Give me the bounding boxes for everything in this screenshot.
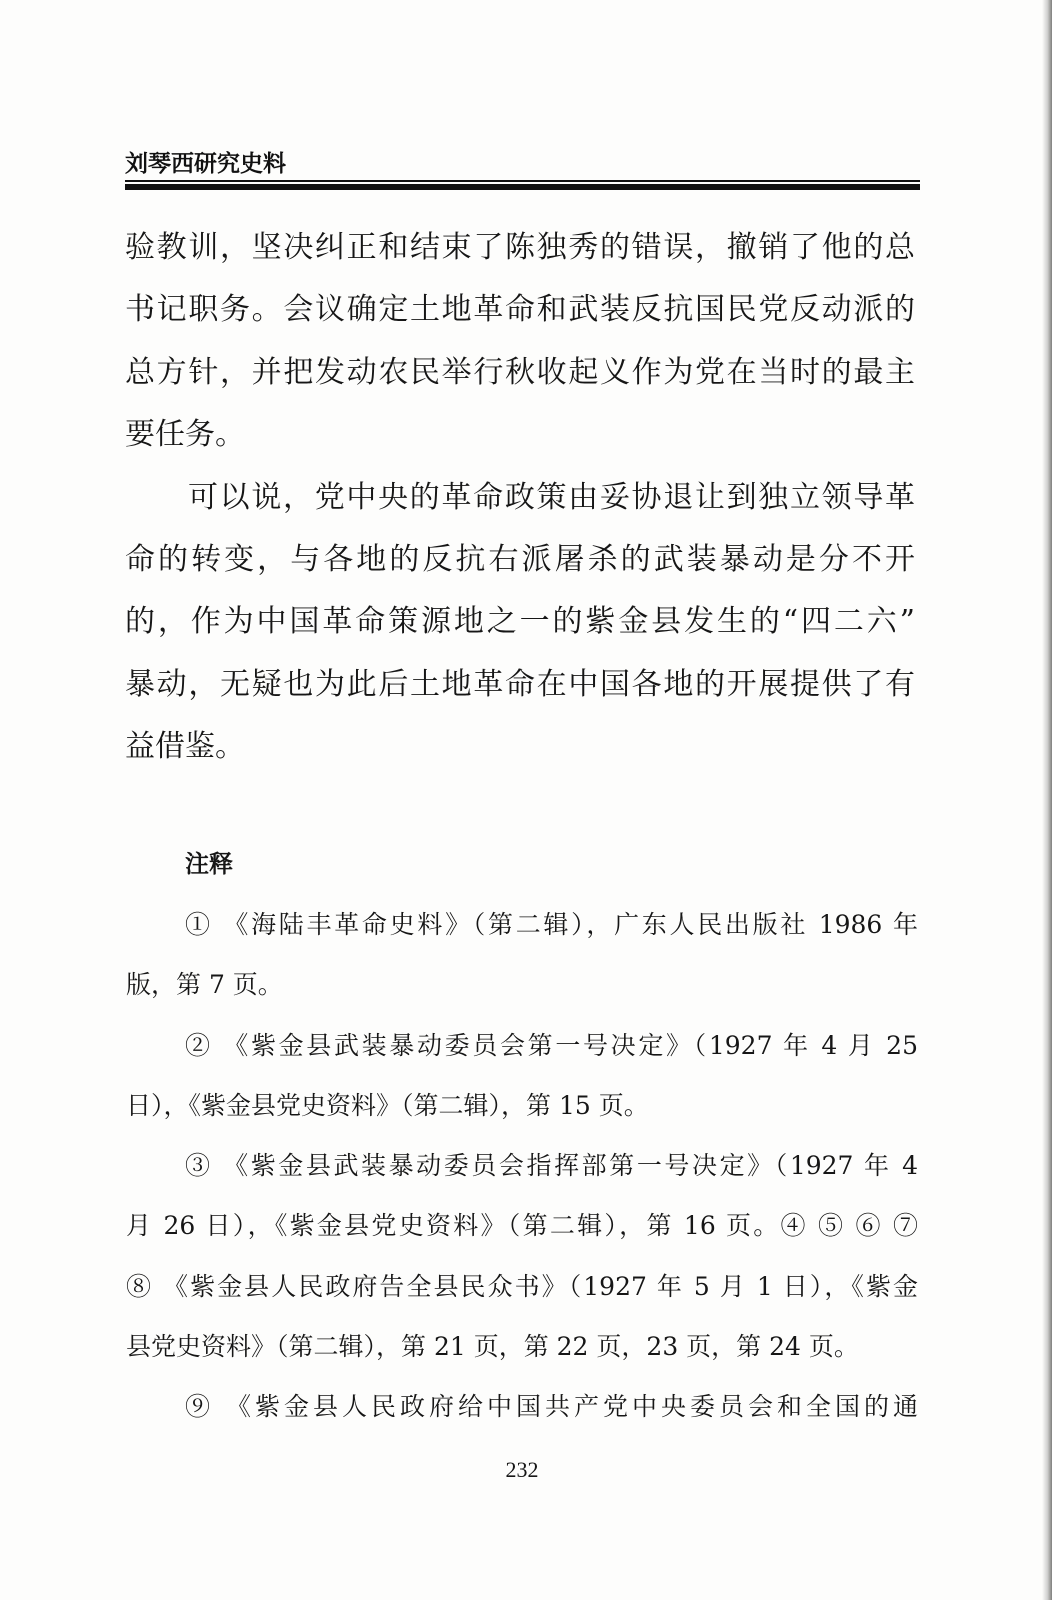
body-line: 可以说，党中央的革命政策由妥协退让到独立领导革 <box>188 479 915 515</box>
note-entry <box>126 895 918 1016</box>
header-rule-thin <box>125 180 920 182</box>
body-line: 益借鉴。 <box>125 729 245 765</box>
notes-heading: 注释 <box>185 850 233 878</box>
note-line: 日），《紫金县党史资料》（第二辑），第 15 页。 <box>126 1090 649 1120</box>
note-entry <box>126 1016 918 1137</box>
body-line: 的，作为中国革命策源地之一的紫金县发生的“四二六” <box>125 604 915 640</box>
body-line: 验教训，坚决纠正和结束了陈独秀的错误，撤销了他的总 <box>125 230 915 265</box>
note-line: ⑨ 《紫金县人民政府给中国共产党中央委员会和全国的通 <box>185 1392 918 1421</box>
body-line: 书记职务。会议确定土地革命和武装反抗国民党反动派的 <box>125 292 915 328</box>
note-line: 县党史资料》（第二辑），第 21 页，第 22 页，23 页，第 24 页。 <box>126 1331 859 1361</box>
body-paragraph <box>125 467 915 779</box>
body-text <box>125 217 915 779</box>
page-number: 232 <box>505 1457 539 1482</box>
note-line: ③ 《紫金县武装暴动委员会指挥部第一号决定》（1927 年 4 <box>185 1151 918 1180</box>
note-line: ① 《海陆丰革命史料》（第二辑），广东人民出版社 1986 年 <box>185 910 918 939</box>
note-line: ⑧ 《紫金县人民政府告全县民众书》（1927 年 5 月 1 日），《紫金 <box>126 1271 918 1301</box>
body-line: 暴动，无疑也为此后土地革命在中国各地的开展提供了有 <box>125 666 915 702</box>
notes-list <box>126 895 918 1437</box>
note-line: 月 26 日），《紫金县党史资料》（第二辑），第 16 页。④ ⑤ ⑥ ⑦ <box>126 1211 918 1241</box>
running-header-title: 刘琴西研究史料 <box>125 151 286 177</box>
body-line: 总方针，并把发动农民举行秋收起义作为党在当时的最主 <box>125 354 915 390</box>
note-line: 版，第 7 页。 <box>126 970 283 1000</box>
note-entry <box>126 1136 918 1377</box>
body-paragraph <box>125 217 915 467</box>
header-rule-thick <box>125 184 920 190</box>
page-edge-shadow <box>1042 0 1052 1600</box>
body-line: 命的转变，与各地的反抗右派屠杀的武装暴动是分不开 <box>125 541 915 577</box>
note-entry <box>126 1377 918 1437</box>
note-line: ② 《紫金县武装暴动委员会第一号决定》（1927 年 4 月 25 <box>185 1030 918 1060</box>
body-line: 要任务。 <box>125 417 245 453</box>
